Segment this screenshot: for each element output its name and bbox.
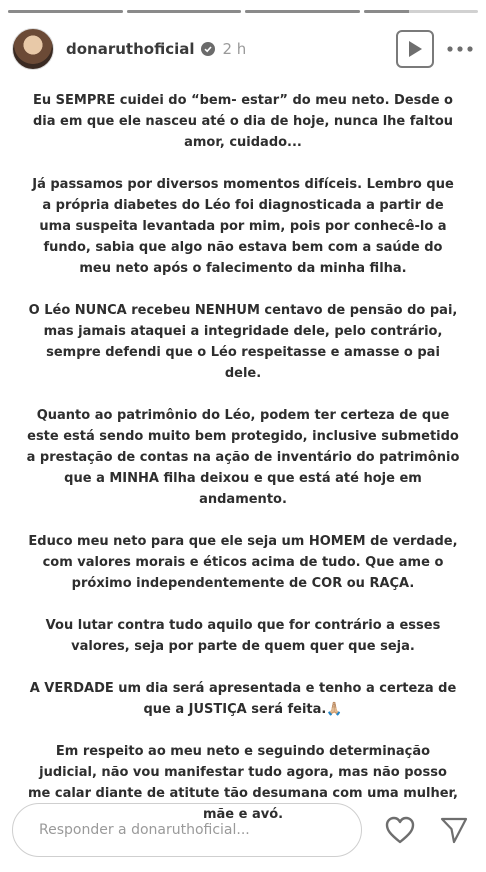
progress-fill (8, 10, 123, 13)
play-icon (407, 40, 423, 58)
story-paragraph: Quanto ao patrimônio do Léo, podem ter certeza de que este está sendo muito bem protegido, inclusive submetido a prestação de contas na ação de inventário do patrimônio que a MINHA filha deixou e que está até hoje em andamento. (26, 408, 460, 507)
progress-segment (127, 10, 242, 13)
verified-badge-icon (201, 42, 215, 56)
progress-fill (364, 10, 410, 13)
more-icon (447, 46, 473, 52)
story-header (12, 26, 474, 72)
story-paragraph: O Léo NUNCA recebeu NENHUM centavo de pensão do pai, mas jamais ataquei a integridade dele, pelo contrário, sempre defendi que o Léo respeitasse e amasse o pai dele. (28, 303, 458, 381)
share-button[interactable] (438, 814, 470, 846)
send-icon (440, 816, 468, 844)
username[interactable]: donaruthoficial (66, 40, 195, 58)
more-options-button[interactable] (446, 34, 474, 64)
story-text (26, 90, 460, 846)
reply-placeholder: Responder a donaruthoficial... (39, 822, 250, 838)
heart-icon (385, 816, 415, 844)
play-button[interactable] (396, 30, 434, 68)
story-paragraph: Vou lutar contra tudo aquilo que for contrário a esses valores, seja por parte de quem quer que seja. (45, 618, 441, 654)
post-time: 2 h (222, 40, 247, 58)
reply-input[interactable] (12, 803, 362, 857)
story-footer (12, 802, 474, 858)
story-paragraph: A VERDADE um dia será apresentada e tenho a certeza de que a JUSTIÇA será feita.🙏🏼 (29, 681, 457, 717)
story-paragraph: Já passamos por diversos momentos difíceis. Lembro que a própria diabetes do Léo foi diagnosticada a partir de uma suspeita levantada por mim, pois por conhecê-lo a fundo, sabia que algo não estava bem com a saúde do meu neto após o falecimento da minha filha. (32, 177, 454, 276)
progress-segment (8, 10, 123, 13)
like-button[interactable] (384, 814, 416, 846)
progress-fill (245, 10, 360, 13)
story-paragraph: Eu SEMPRE cuidei do “bem- estar” do meu neto. Desde o dia em que ele nasceu até o dia de hoje, nunca lhe faltou amor, cuidado... (32, 93, 454, 150)
progress-segment (245, 10, 360, 13)
progress-segment (364, 10, 479, 13)
story-paragraph: Educo meu neto para que ele seja um HOMEM de verdade, com valores morais e éticos acima de tudo. Que ame o próximo independentemente de COR ou RAÇA. (28, 534, 458, 591)
story-progress-bar (8, 10, 478, 13)
avatar[interactable] (12, 28, 54, 70)
story-paragraph: Em respeito ao meu neto e seguindo determinação judicial, não vou manifestar tudo agora, mas não posso me calar diante de atitute tão desumana com uma mulher, mãe e avó. (27, 744, 458, 822)
progress-fill (127, 10, 242, 13)
